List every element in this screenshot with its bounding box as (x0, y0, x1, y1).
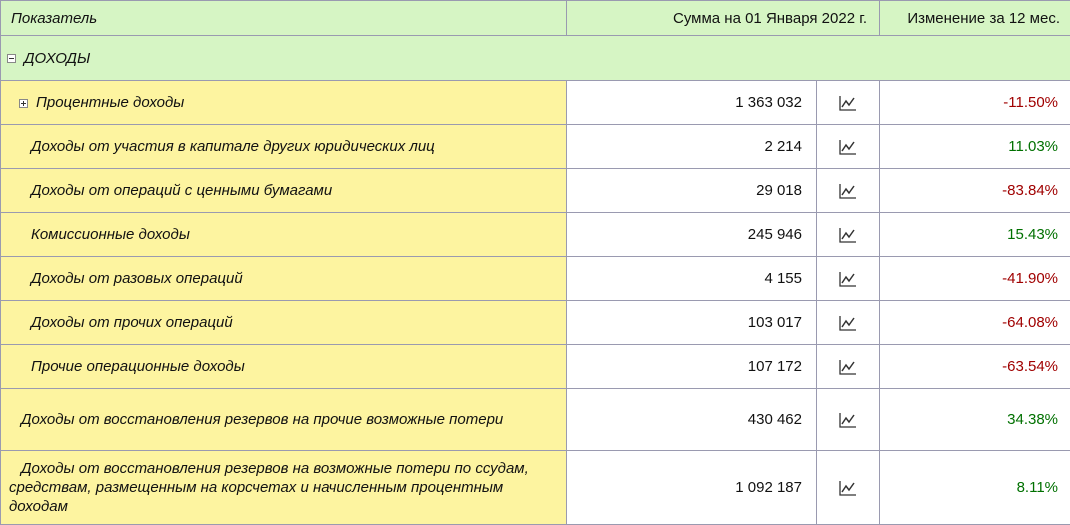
line-chart-icon[interactable] (839, 271, 857, 287)
row-name: Доходы от прочих операций (31, 314, 233, 331)
row-change: -11.50% (880, 81, 1070, 125)
row-chart-cell[interactable] (817, 125, 880, 169)
row-name-cell (1, 81, 567, 125)
row-value: 103 017 (567, 301, 817, 345)
row-name-cell (1, 125, 567, 169)
minus-box-icon[interactable] (7, 54, 16, 63)
header-change[interactable]: Изменение за 12 мес. (880, 1, 1070, 36)
table-row[interactable] (1, 169, 1070, 213)
row-change: 15.43% (880, 213, 1070, 257)
row-name-cell (1, 451, 567, 525)
line-chart-icon[interactable] (839, 183, 857, 199)
row-chart-cell[interactable] (817, 389, 880, 451)
row-change: -83.84% (880, 169, 1070, 213)
row-value: 1 363 032 (567, 81, 817, 125)
row-value: 107 172 (567, 345, 817, 389)
table-row[interactable] (1, 389, 1070, 451)
row-value: 430 462 (567, 389, 817, 451)
row-change: -64.08% (880, 301, 1070, 345)
line-chart-icon[interactable] (839, 480, 857, 496)
table-header (1, 1, 1070, 36)
row-name-cell (1, 345, 567, 389)
row-change: 34.38% (880, 389, 1070, 451)
header-indicator[interactable]: Показатель (1, 1, 567, 36)
row-chart-cell[interactable] (817, 169, 880, 213)
row-chart-cell[interactable] (817, 257, 880, 301)
table-row[interactable] (1, 81, 1070, 125)
row-change: -41.90% (880, 257, 1070, 301)
row-value: 2 214 (567, 125, 817, 169)
row-chart-cell[interactable] (817, 451, 880, 525)
table-row[interactable] (1, 345, 1070, 389)
row-name-cell (1, 257, 567, 301)
table-row[interactable] (1, 257, 1070, 301)
table-row[interactable] (1, 213, 1070, 257)
row-value: 245 946 (567, 213, 817, 257)
line-chart-icon[interactable] (839, 227, 857, 243)
row-name: Комиссионные доходы (31, 226, 190, 243)
row-change: 8.11% (880, 451, 1070, 525)
table-row[interactable] (1, 301, 1070, 345)
row-name[interactable]: Процентные доходы (36, 94, 184, 111)
plus-box-icon[interactable] (19, 99, 28, 108)
row-name: Доходы от участия в капитале других юридических лиц (31, 138, 435, 155)
header-sum[interactable]: Сумма на 01 Января 2022 г. (567, 1, 880, 36)
row-name-cell (1, 213, 567, 257)
row-value: 1 092 187 (567, 451, 817, 525)
row-value: 4 155 (567, 257, 817, 301)
section-title: ДОХОДЫ (24, 50, 90, 67)
row-name-cell (1, 389, 567, 451)
row-chart-cell[interactable] (817, 213, 880, 257)
row-chart-cell[interactable] (817, 81, 880, 125)
line-chart-icon[interactable] (839, 95, 857, 111)
row-chart-cell[interactable] (817, 301, 880, 345)
row-name-cell (1, 169, 567, 213)
section-row (1, 36, 1070, 81)
line-chart-icon[interactable] (839, 412, 857, 428)
row-change: -63.54% (880, 345, 1070, 389)
row-value: 29 018 (567, 169, 817, 213)
row-name: Доходы от восстановления резервов на возможные потери по ссудам, средствам, размещенным на корсчетах и начисленным процентным доходам (9, 460, 529, 515)
line-chart-icon[interactable] (839, 315, 857, 331)
line-chart-icon[interactable] (839, 359, 857, 375)
row-change: 11.03% (880, 125, 1070, 169)
row-chart-cell[interactable] (817, 345, 880, 389)
row-name-cell (1, 301, 567, 345)
line-chart-icon[interactable] (839, 139, 857, 155)
table-row[interactable] (1, 125, 1070, 169)
row-name: Прочие операционные доходы (31, 358, 245, 375)
row-name: Доходы от восстановления резервов на прочие возможные потери (21, 411, 503, 428)
row-name: Доходы от разовых операций (31, 270, 243, 287)
row-name: Доходы от операций с ценными бумагами (31, 182, 332, 199)
section-cell (1, 36, 1070, 81)
table-row[interactable] (1, 451, 1070, 525)
